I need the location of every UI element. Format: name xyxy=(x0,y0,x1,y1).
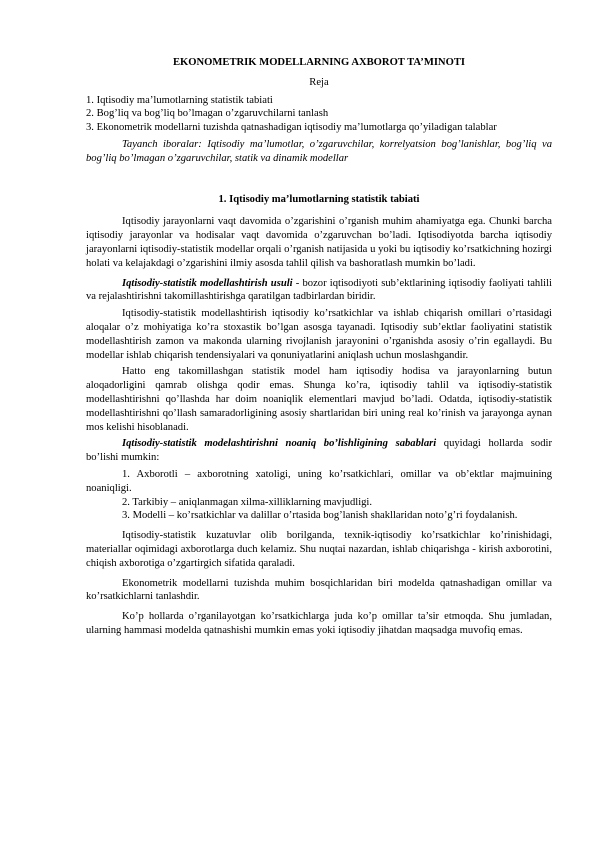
body-paragraph: Ekonometrik modellarni tuzishda muhim bosqichlaridan biri modelda qatnashadigan omillar va ko’rsatkichlarni tanlashdir. xyxy=(86,577,552,603)
section-heading: 1. Iqtisodiy ma’lumotlarning statistik tabiati xyxy=(218,193,420,205)
term-emphasis: Iqtisodiy-statistik modellashtirish usuli xyxy=(122,277,293,289)
document-page xyxy=(86,56,552,644)
list-item: 3. Modelli – ko’rsatkichlar va dalillar o’rtasida bog’lanish shakllaridan noto’g’ri foydalanish. xyxy=(122,510,518,522)
paragraph-text: - bozor iqtisodiyoti sub’ektlarining iqtisodiy faoliyati tahlili va rejalashtirishni takomillashtirishga qaratilgan tadbirlardan biridir. xyxy=(86,277,552,303)
paragraph-text: quyidagi hollarda sodir bo’lishi mumkin: xyxy=(86,438,552,464)
list-item: 2. Tarkibiy – aniqlanmagan xilma-xilliklarning mavjudligi. xyxy=(122,496,373,508)
list-item: 1. Axborotli – axborotning xatoligi, uning ko’rsatkichlari, omillar va ob’ektlar majmuining noaniqligi. xyxy=(86,468,552,494)
plan-label: Reja xyxy=(309,76,329,88)
body-paragraph: Iqtisodiy jarayonlarni vaqt davomida o’zgarishini o’rganish muhim ahamiyatga ega. Chunki barcha iqtisodiy jarayonlar va hodisalar vaqt davomida o’zgaruvchan bo’ladi. Iqtisodiyotda barcha iqtisodiy jarayonlarni iqtisodiy-statistik modellar orqali o’rganish natijasida u yoki bu iqtisodiy ko’rsatkichning hozirgi holati va kelajakdagi o’zgarishini ilmiy asosda tahlil qilish va bashoratlash mumkin bo’ladi. xyxy=(86,216,552,269)
body-paragraph: Iqtisodiy-statistik modellashtirish iqtisodiy ko’rsatkichlar va ishlab chiqarish omillari o’rtasidagi aloqalar o’z mohiyatiga ko’ra stoxastik bo’lgan asosga tayanadi. Iqtisodiy sub’ektlar faoliyatini statistik modellashtirish zamon va makonda ularning rivojlanish jarayonini o’rganishda asosiy o’rin egallaydi. Bu modellar ishlab chiqarish tendensiyalari va qonuniyatlarini aniqlash uchun moslashgandir. xyxy=(86,308,552,361)
body-paragraph: Iqtisodiy-statistik kuzatuvlar olib borilganda, texnik-iqtisodiy ko’rsatkichlar ko’rinishidagi, materiallar oqimidagi axborotlarga duch kelamiz. Shu nuqtai nazardan, ishlab chiqarishga - kirish axborotini, chiqish axborotiga o’zgartirgich sifatida qaraladi. xyxy=(86,530,552,569)
plan-list xyxy=(86,94,552,135)
plan-item: 3. Ekonometrik modellarni tuzishda qatnashadigan iqtisodiy ma’lumotlarga qo’yiladigan talablar xyxy=(86,122,497,134)
body-paragraph xyxy=(86,277,552,305)
body-paragraph xyxy=(86,437,552,465)
cause-list xyxy=(86,468,552,523)
plan-item: 1. Iqtisodiy ma’lumotlarning statistik tabiati xyxy=(86,94,273,106)
term-emphasis: Iqtisodiy-statistik modelashtirishni noaniq bo’lishligining sabablari xyxy=(122,438,437,450)
plan-item: 2. Bog’liq va bog’liq bo’lmagan o’zgaruvchilarni tanlash xyxy=(86,108,329,120)
keywords-paragraph: Tayanch iboralar: Iqtisodiy ma’lumotlar, o’zgaruvchilar, korrelyatsion bog’lanishlar, bog’liq va bog’liq bo’lmagan o’zgaruvchilar, statik va dinamik modellar xyxy=(86,138,552,164)
document-title: EKONOMETRIK MODELLARNING AXBOROT TA’MINOTI xyxy=(172,57,466,68)
body-paragraph: Ko’p hollarda o’rganilayotgan ko’rsatkichlarga juda ko’p omillar ta’sir etmoqda. Shu jumladan, ularning hammasi modelda qatnashishi mumkin emas yoki iqtisodiy jihatdan maqsadga muvofiq emas. xyxy=(86,611,552,636)
body-paragraph: Hatto eng takomillashgan statistik model ham iqtisodiy hodisa va jarayonlarning butun aloqadorligini qamrab olishga qodir emas. Shunga ko’ra, iqtisodiy tahlil va iqtisodiy-statistik modellashtirishni qo’llashda har doim noaniqlik elementlari mavjud bo’ladi. Odatda, iqtisodiy-statistik modellashtirishni qo’llash samaradorligining asosiy shartlaridan biri uning real ko’rinish va jarayonga aynan mos kelishi hisoblanadi. xyxy=(86,366,552,433)
